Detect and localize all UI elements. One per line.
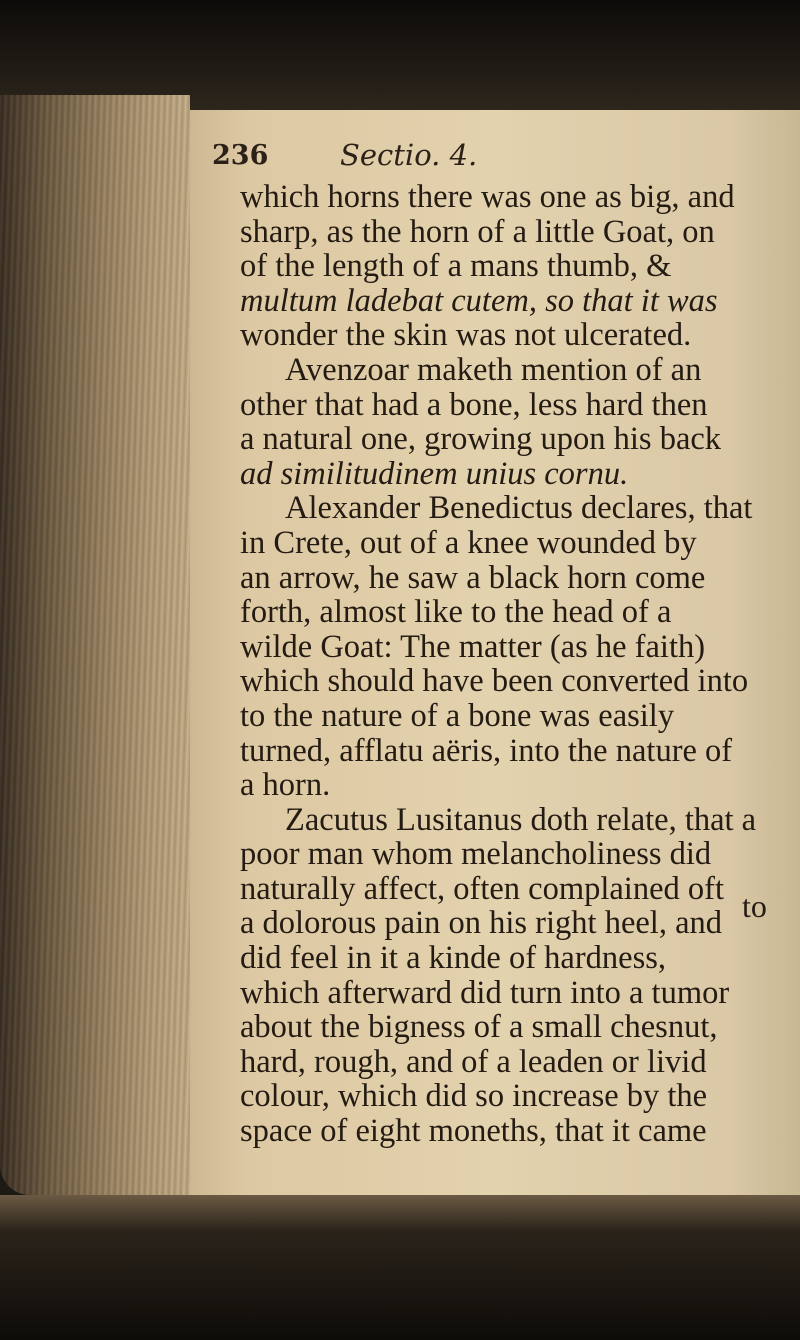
text-line: poor man whom melancholiness did	[240, 837, 712, 872]
text-line: other that had a bone, less hard then	[240, 387, 708, 423]
text-line: sharp, as the horn of a little Goat, on	[240, 214, 715, 250]
text-line: an arrow, he saw a black horn come	[240, 560, 706, 596]
text-line: turned, afflatu aëris, into the nature of	[240, 733, 733, 769]
page-gutter-edge	[0, 95, 190, 1195]
body-text	[240, 180, 800, 1149]
text-line: a horn.	[240, 768, 331, 803]
text-line: in Crete, out of a knee wounded by	[240, 525, 697, 561]
catchword: to	[742, 888, 767, 924]
text-line: wonder the skin was not ulcerated.	[240, 318, 692, 353]
bottom-shadow	[0, 1195, 800, 1340]
page-number: 236	[212, 140, 269, 171]
text-line: which afterward did turn into a tumor	[240, 975, 730, 1011]
text-line: Avenzoar maketh mention of an	[285, 352, 702, 388]
running-header: Sectio. 4.	[340, 138, 478, 172]
text-line: Zacutus Lusitanus doth relate, that a	[285, 802, 757, 838]
text-line: wilde Goat: The matter (as he faith)	[240, 629, 706, 665]
text-line: which horns there was one as big, and	[240, 180, 735, 215]
text-line: to the nature of a bone was easily	[240, 698, 675, 734]
text-line: naturally affect, often complained oft	[240, 871, 724, 907]
text-line: space of eight moneths, that it came	[240, 1114, 707, 1149]
text-line: multum ladebat cutem, so that it was	[240, 283, 718, 319]
text-line: did feel in it a kinde of hardness,	[240, 941, 666, 976]
text-line: about the bigness of a small chesnut,	[240, 1010, 718, 1045]
top-shadow	[0, 0, 800, 110]
text-line: ad similitudinem unius cornu.	[240, 456, 629, 492]
text-line: a dolorous pain on his right heel, and	[240, 906, 722, 942]
text-line: hard, rough, and of a leaden or livid	[240, 1044, 707, 1080]
text-line: forth, almost like to the head of a	[240, 595, 672, 630]
text-line: which should have been converted into	[240, 664, 749, 699]
text-line: Alexander Benedictus declares, that	[285, 491, 753, 526]
text-line: of the length of a mans thumb, &	[240, 249, 672, 284]
text-line: colour, which did so increase by the	[240, 1079, 708, 1115]
text-line: a natural one, growing upon his back	[240, 422, 722, 457]
